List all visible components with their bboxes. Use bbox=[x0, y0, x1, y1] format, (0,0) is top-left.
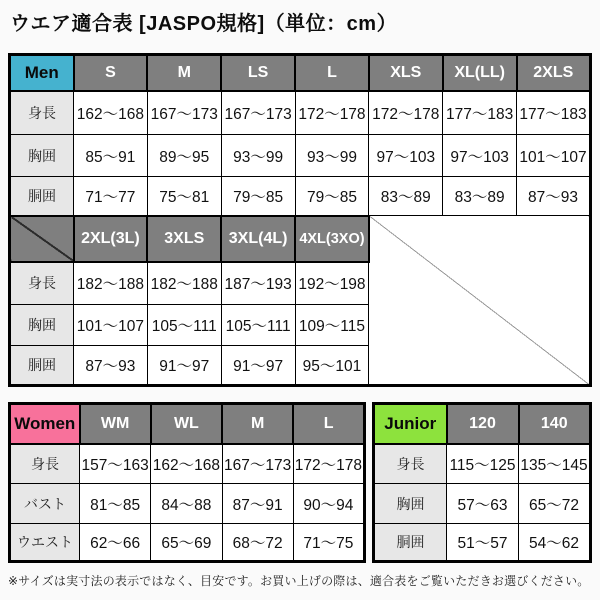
junior-waist-row bbox=[374, 524, 591, 562]
row-label-cell: バスト bbox=[10, 484, 80, 524]
value-cell: 97～103 bbox=[443, 135, 517, 177]
value-cell: 65～72 bbox=[519, 484, 591, 524]
value-cell: 62～66 bbox=[80, 524, 151, 562]
size-header-cell: M bbox=[222, 404, 293, 444]
value-cell: 172～178 bbox=[293, 444, 364, 484]
value-cell: 79～85 bbox=[221, 177, 295, 216]
diagonal-corner-cell bbox=[10, 216, 74, 262]
row-label-cell: 身長 bbox=[10, 91, 74, 135]
row-label-cell: 身長 bbox=[10, 262, 74, 305]
junior-height-row bbox=[374, 444, 591, 484]
value-cell: 71～75 bbox=[293, 524, 364, 562]
row-label-cell: 胴囲 bbox=[10, 346, 74, 386]
value-cell: 71～77 bbox=[74, 177, 148, 216]
value-cell: 167～173 bbox=[222, 444, 293, 484]
value-cell: 93～99 bbox=[295, 135, 369, 177]
women-category-header: Women bbox=[10, 404, 80, 444]
row-label-cell: 胴囲 bbox=[374, 524, 447, 562]
size-header-cell: 120 bbox=[447, 404, 519, 444]
row-label-cell: ウエスト bbox=[10, 524, 80, 562]
value-cell: 87～93 bbox=[74, 346, 148, 386]
value-cell: 101～107 bbox=[517, 135, 591, 177]
value-cell: 135～145 bbox=[519, 444, 591, 484]
value-cell: 105～111 bbox=[221, 305, 295, 346]
row-label-cell: 胸囲 bbox=[374, 484, 447, 524]
size-header-cell: LS bbox=[221, 55, 295, 91]
size-header-cell: WL bbox=[151, 404, 222, 444]
size-header-cell: 3XL(4L) bbox=[221, 216, 295, 262]
men-size-table bbox=[8, 53, 592, 387]
junior-chest-row bbox=[374, 484, 591, 524]
value-cell: 172～178 bbox=[369, 91, 443, 135]
men-large-sizes-header-row bbox=[10, 216, 591, 262]
row-label-cell: 胸囲 bbox=[10, 305, 74, 346]
size-header-cell: WM bbox=[80, 404, 151, 444]
value-cell: 182～188 bbox=[147, 262, 221, 305]
women-bust-row bbox=[10, 484, 365, 524]
page-title: ウエア適合表 [JASPO規格]（単位：cm） bbox=[10, 13, 398, 35]
women-size-table bbox=[8, 402, 366, 563]
value-cell: 87～93 bbox=[517, 177, 591, 216]
value-cell: 91～97 bbox=[221, 346, 295, 386]
size-header-cell: 4XL(3XO) bbox=[295, 216, 369, 262]
empty-diagonal-cell bbox=[369, 216, 591, 386]
row-label-cell: 身長 bbox=[374, 444, 447, 484]
women-waist-row bbox=[10, 524, 365, 562]
junior-header-row bbox=[374, 404, 591, 444]
row-label-cell: 身長 bbox=[10, 444, 80, 484]
junior-size-table bbox=[372, 402, 592, 563]
value-cell: 87～91 bbox=[222, 484, 293, 524]
value-cell: 54～62 bbox=[519, 524, 591, 562]
value-cell: 83～89 bbox=[369, 177, 443, 216]
value-cell: 95～101 bbox=[295, 346, 369, 386]
value-cell: 68～72 bbox=[222, 524, 293, 562]
bottom-tables-row bbox=[8, 402, 592, 563]
men-height-row bbox=[10, 91, 591, 135]
row-label-cell: 胸囲 bbox=[10, 135, 74, 177]
value-cell: 162～168 bbox=[151, 444, 222, 484]
size-header-cell: 140 bbox=[519, 404, 591, 444]
value-cell: 90～94 bbox=[293, 484, 364, 524]
value-cell: 91～97 bbox=[147, 346, 221, 386]
value-cell: 85～91 bbox=[74, 135, 148, 177]
value-cell: 172～178 bbox=[295, 91, 369, 135]
size-header-cell: XL(LL) bbox=[443, 55, 517, 91]
value-cell: 75～81 bbox=[147, 177, 221, 216]
value-cell: 65～69 bbox=[151, 524, 222, 562]
value-cell: 109～115 bbox=[295, 305, 369, 346]
value-cell: 93～99 bbox=[221, 135, 295, 177]
value-cell: 84～88 bbox=[151, 484, 222, 524]
men-category-header: Men bbox=[10, 55, 74, 91]
women-header-row bbox=[10, 404, 365, 444]
value-cell: 101～107 bbox=[74, 305, 148, 346]
value-cell: 83～89 bbox=[443, 177, 517, 216]
value-cell: 187～193 bbox=[221, 262, 295, 305]
size-header-cell: 2XLS bbox=[517, 55, 591, 91]
size-header-cell: S bbox=[74, 55, 148, 91]
men-waist-row bbox=[10, 177, 591, 216]
value-cell: 157～163 bbox=[80, 444, 151, 484]
junior-category-header: Junior bbox=[374, 404, 447, 444]
size-header-cell: M bbox=[147, 55, 221, 91]
men-header-row bbox=[10, 55, 591, 91]
value-cell: 177～183 bbox=[517, 91, 591, 135]
value-cell: 97～103 bbox=[369, 135, 443, 177]
footnote: ※サイズは実寸法の表示ではなく、目安です。お買い上げの際は、適合表をご覧いただきお選びください。 bbox=[8, 574, 590, 588]
value-cell: 177～183 bbox=[443, 91, 517, 135]
value-cell: 167～173 bbox=[147, 91, 221, 135]
women-height-row bbox=[10, 444, 365, 484]
value-cell: 51～57 bbox=[447, 524, 519, 562]
size-header-cell: L bbox=[293, 404, 364, 444]
value-cell: 167～173 bbox=[221, 91, 295, 135]
size-header-cell: XLS bbox=[369, 55, 443, 91]
size-header-cell: L bbox=[295, 55, 369, 91]
value-cell: 81～85 bbox=[80, 484, 151, 524]
value-cell: 57～63 bbox=[447, 484, 519, 524]
men-chest-row bbox=[10, 135, 591, 177]
value-cell: 162～168 bbox=[74, 91, 148, 135]
value-cell: 182～188 bbox=[74, 262, 148, 305]
value-cell: 115～125 bbox=[447, 444, 519, 484]
value-cell: 89～95 bbox=[147, 135, 221, 177]
value-cell: 192～198 bbox=[295, 262, 369, 305]
size-header-cell: 2XL(3L) bbox=[74, 216, 148, 262]
value-cell: 105～111 bbox=[147, 305, 221, 346]
row-label-cell: 胴囲 bbox=[10, 177, 74, 216]
value-cell: 79～85 bbox=[295, 177, 369, 216]
size-header-cell: 3XLS bbox=[147, 216, 221, 262]
